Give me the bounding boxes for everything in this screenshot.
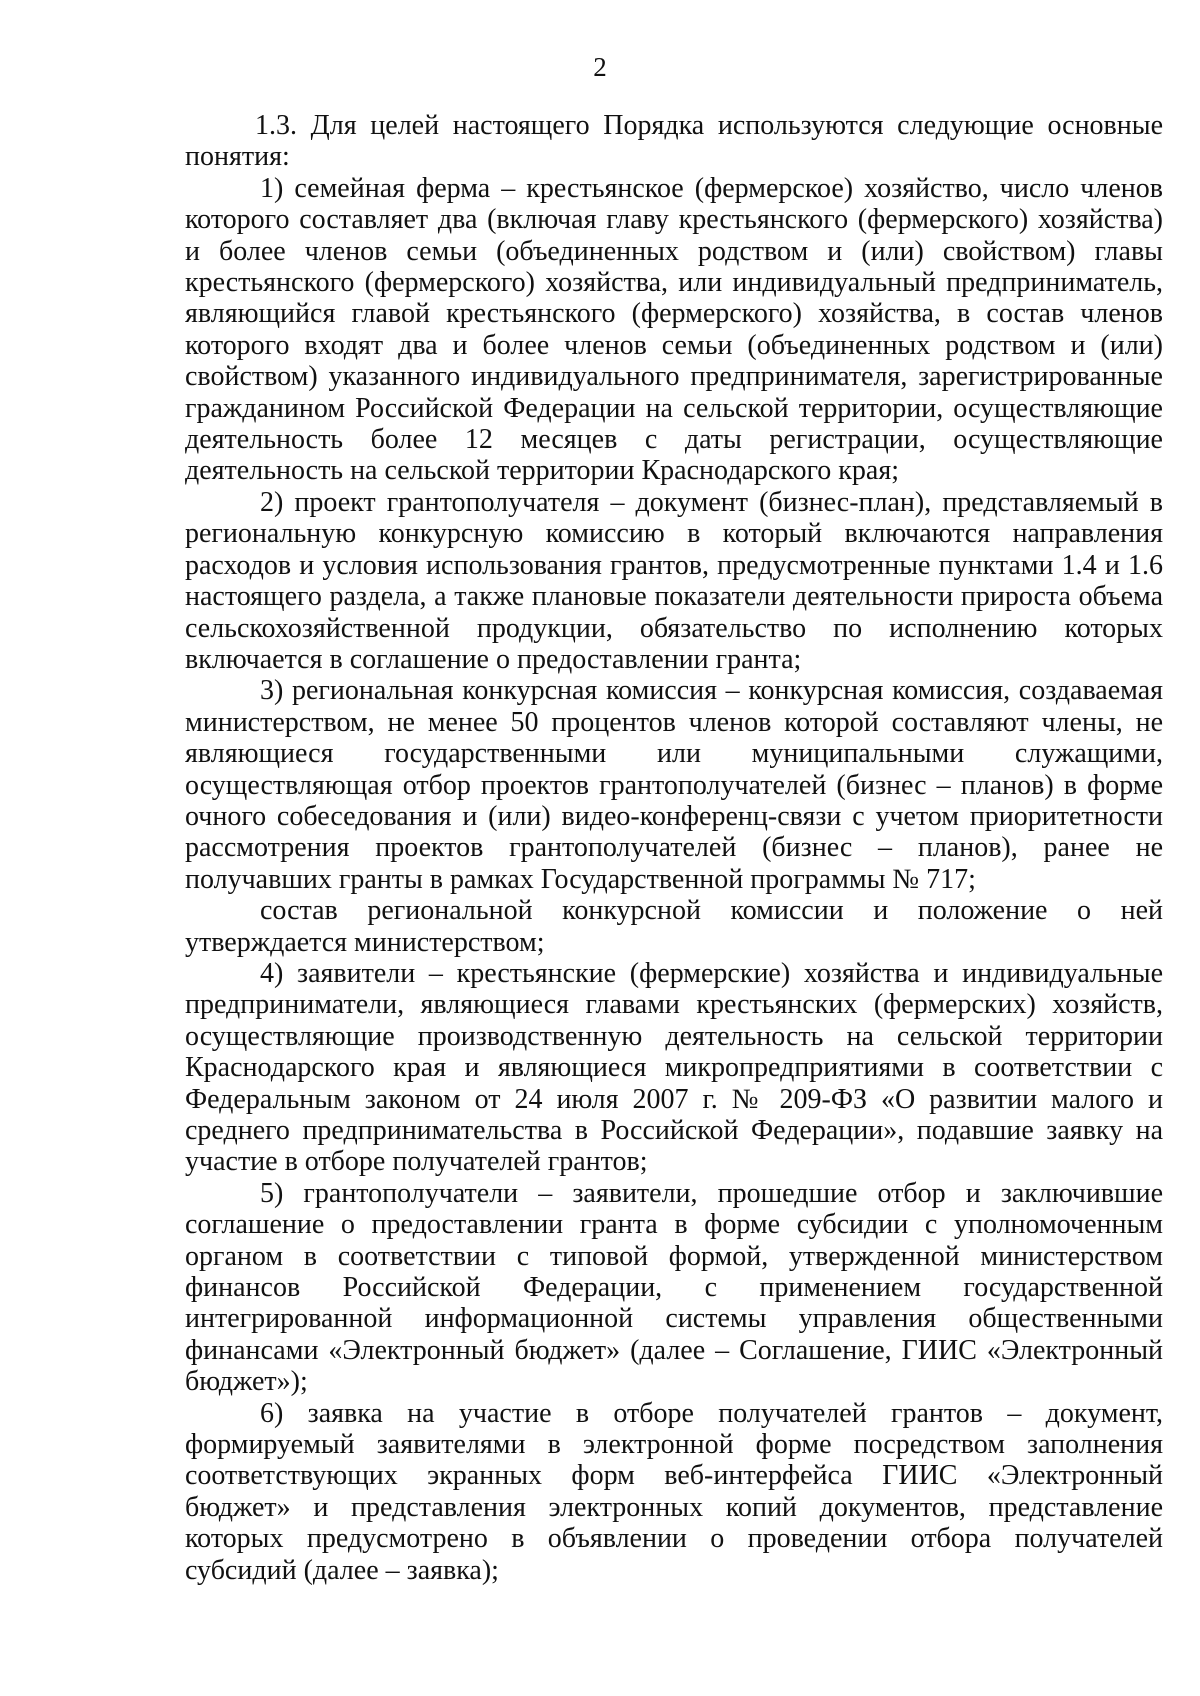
document-body — [185, 110, 1163, 1586]
paragraph-definition-applicants: 4) заявители – крестьянские (фермерские) хозяйства и индивидуальные предприниматели, являющиеся главами крестьянских (фермерских) хозяйств, осуществляющие производственную деятельность на сельской территории Краснодарского края и являющиеся микропредприятиями в соответствии с Федеральным законом от 24 июля 2007 г. № 209-ФЗ «О развитии малого и среднего предпринимательства в Российской Федерации», подавшие заявку на участие в отборе получателей грантов; — [185, 957, 1163, 1178]
paragraph-definition-family-farm: 1) семейная ферма – крестьянское (фермерское) хозяйство, число членов которого составляет два (включая главу крестьянского (фермерского) хозяйства) и более членов семьи (объединенных родством и (или) свойством) главы крестьянского (фермерского) хозяйства, или индивидуальный предприниматель, являющийся главой крестьянского (фермерского) хозяйства, в состав членов которого входят два и более членов семьи (объединенных родством и (или) свойством) указанного индивидуального предпринимателя, зарегистрированные гражданином Российской Федерации на сельской территории, осуществляющие деятельность более 12 месяцев с даты регистрации, осуществляющие деятельность на сельской территории Краснодарского края; — [185, 172, 1163, 487]
paragraph-commission-composition: состав региональной конкурсной комиссии и положение о ней утверждается министерством; — [185, 895, 1163, 958]
paragraph-definition-grantees: 5) грантополучатели – заявители, прошедшие отбор и заключившие соглашение о предоставлении гранта в форме субсидии с уполномоченным органом в соответствии с типовой формой, утвержденной министерством финансов Российской Федерации, с применением государственной интегрированной информационной системы управления общественными финансами «Электронный бюджет» (далее – Соглашение, ГИИС «Электронный бюджет»); — [185, 1177, 1163, 1398]
paragraph-definition-application: 6) заявка на участие в отборе получателей грантов – документ, формируемый заявителями в электронной форме посредством заполнения соответствующих экранных форм веб-интерфейса ГИИС «Электронный бюджет» и представления электронных копий документов, представление которых предусмотрено в объявлении о проведении отбора получателей субсидий (далее – заявка); — [185, 1397, 1163, 1586]
paragraph-1-3-intro: 1.3. Для целей настоящего Порядка используются следующие основные понятия: — [185, 110, 1163, 173]
paragraph-definition-grantee-project: 2) проект грантополучателя – документ (бизнес-план), представляемый в региональную конкурсную комиссию в который включаются направления расходов и условия использования грантов, предусмотренные пунктами 1.4 и 1.6 настоящего раздела, а также плановые показатели деятельности прироста объема сельскохозяйственной продукции, обязательство по исполнению которых включается в соглашение о предоставлении гранта; — [185, 486, 1163, 675]
page-number: 2 — [593, 52, 607, 82]
paragraph-definition-regional-commission: 3) региональная конкурсная комиссия – конкурсная комиссия, создаваемая министерством, не менее 50 процентов членов которой составляют члены, не являющиеся государственными или муниципальными служащими, осуществляющая отбор проектов грантополучателей (бизнес – планов) в форме очного собеседования и (или) видео-конференц-связи с учетом приоритетности рассмотрения проектов грантополучателей (бизнес – планов), ранее не получавших гранты в рамках Государственной программы № 717; — [185, 675, 1163, 895]
